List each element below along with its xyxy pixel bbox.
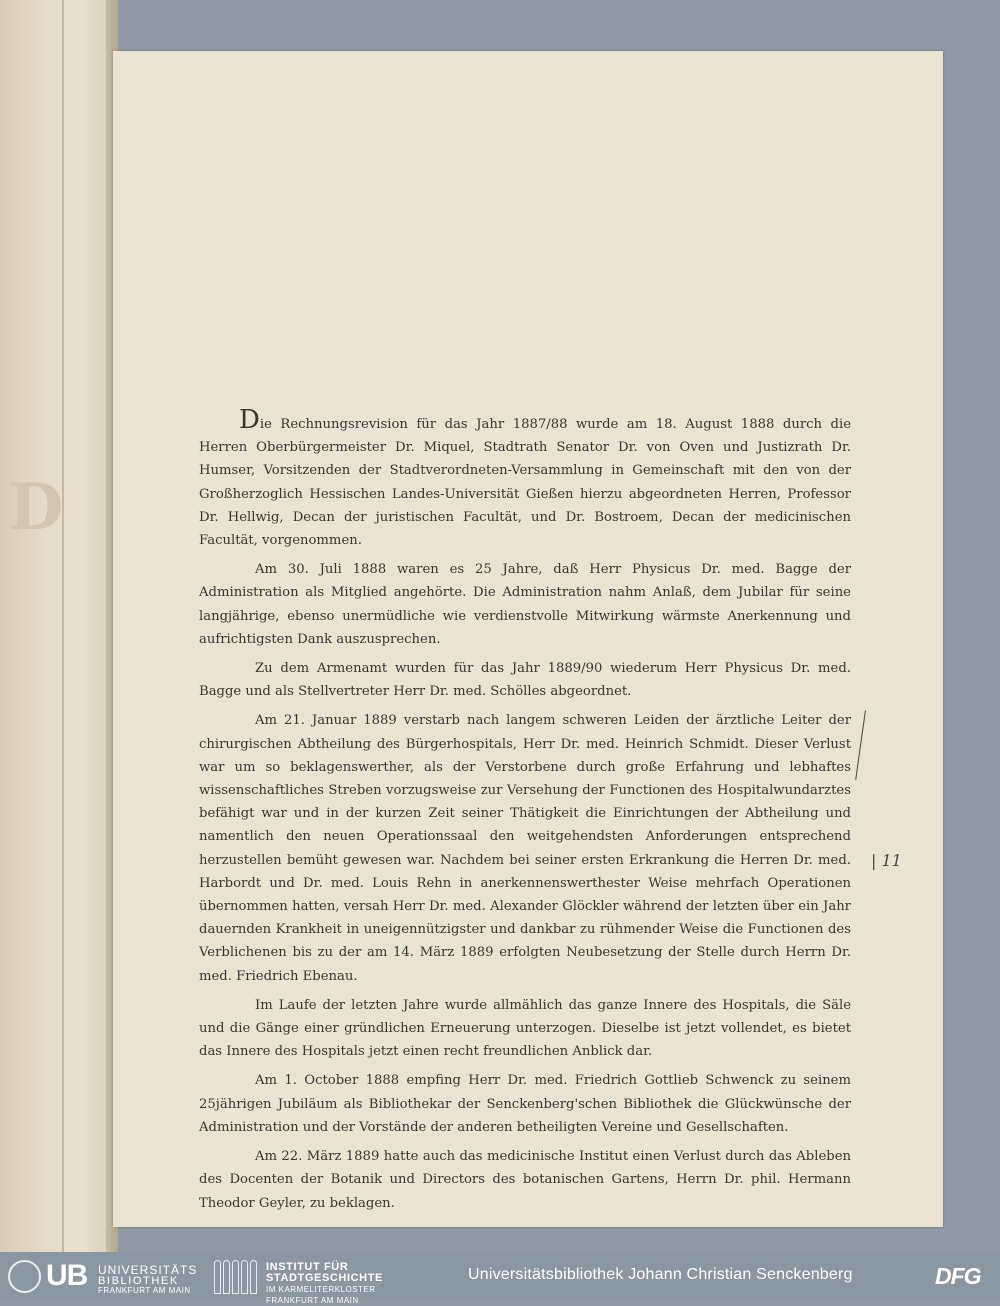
paragraph-text: Am 30. Juli 1888 waren es 25 Jahre, daß Herr Physicus Dr. med. Bagge der Administration als Mitglied angehörte. Die Administration nahm Anlaß, dem Jubilar für seine langjährige, ebenso unermüdliche wie verdienstvolle Mitwirkung wärmste Anerkennung und aufrichtigsten Dank auszusprechen. — [199, 562, 851, 647]
paragraph-text: Am 22. März 1889 hatte auch das medicinische Institut einen Verlust durch das Ableben des Docenten der Botanik und Directors des botanischen Gartens, Herrn Dr. phil. Hermann Theodor Geyler, zu beklagen. — [199, 1149, 851, 1211]
margin-mark — [855, 710, 878, 781]
viewer-footer — [0, 1252, 1000, 1305]
paragraph — [199, 657, 851, 703]
ub-line-2: BIBLIOTHEK — [98, 1274, 179, 1287]
dfg-logo[interactable]: DFG — [935, 1263, 981, 1289]
ub-logo-text — [98, 1265, 197, 1297]
paragraph-text: Am 21. Januar 1889 verstarb nach langem schweren Leiden der ärztliche Leiter der chirurgischen Abtheilung des Bürgerhospitals, Herr Dr. med. Heinrich Schmidt. Dieser Verlust war um so beklagenswerther, als der Verstorbene durch große Erfahrung und lebhaftes wissenschaftliches Streben vorzugsweise zur Versehung der Functionen des Hospitalwundarztes befähigt war und in der kurzen Zeit seiner Thätigkeit die Einrichtungen der Abtheilung und namentlich den neuen Operationssaal den weitgehendsten Anforderungen entsprechend herzustellen bemüht gewesen war. Nachdem bei seiner ersten Erkrankung die Herren Dr. med. Harbordt und Dr. med. Louis Rehn in anerkennenswerthester Weise mehrfach Operationen übernommen hatten, versah Herr Dr. med. Alexander Glöckler während der letzten über ein Jahr dauernden Krankheit in uneigennützigster und dankbar zu rühmender Weise die Functionen des Verblichenen bis zu der am 14. März 1889 erfolgten Neubesetzung der Stelle durch Herrn Dr. med. Friedrich Ebenau. — [199, 713, 851, 984]
body-text — [199, 405, 851, 1221]
ub-line-3: FRANKFURT AM MAIN — [98, 1286, 191, 1295]
bleed-through-letter: D — [8, 470, 64, 545]
adjacent-page-strip — [0, 0, 118, 1252]
paragraph-text: ie Rechnungsrevision für das Jahr 1887/88 wurde am 18. August 1888 durch die Herren Oberbürgermeister Dr. Miquel, Stadtrath Senator Dr. von Oven und Justizrath Dr. Humser, Vorsitzenden der Stadtverordneten-Versammlung in Gemeinschaft mit den von der Großherzoglich Hessischen Landes-Universität Gießen hierzu abgeordneten Herren, Professor Dr. Hellwig, Decan der juristischen Facultät, und Dr. Bostroem, Decan der medicinischen Facultät, vorgenommen. — [199, 417, 851, 549]
paragraph-text: Am 1. October 1888 empfing Herr Dr. med. Friedrich Gottlieb Schwenck zu seinem 25jährigen Jubiläum als Bibliothekar der Senckenberg'schen Bibliothek die Glückwünsche der Administration und der Vorstände der anderen betheiligten Vereine und Gesellschaften. — [199, 1073, 851, 1135]
isg-line-1: INSTITUT FÜR — [266, 1261, 349, 1273]
scanned-page — [113, 51, 943, 1227]
isg-line-2: STADTGESCHICHTE — [266, 1272, 383, 1284]
paragraph — [199, 1145, 851, 1215]
paragraph — [199, 709, 851, 987]
isg-line-4: FRANKFURT AM MAIN — [266, 1296, 359, 1305]
isg-line-3: IM KARMELITERKLOSTER — [266, 1285, 376, 1294]
paragraph-text: Im Laufe der letzten Jahre wurde allmählich das ganze Innere des Hospitals, die Säle und die Gänge einer gründlichen Erneuerung unterzogen. Dieselbe ist jetzt vollendet, es bietet das Innere des Hospitals jetzt einen recht freundlichen Anblick dar. — [199, 997, 851, 1060]
drop-cap: D — [239, 405, 260, 435]
paragraph — [199, 558, 851, 651]
institute-logo-text — [266, 1262, 383, 1306]
ub-line-1: UNIVERSITÄTS — [98, 1263, 198, 1277]
university-seal-icon — [8, 1260, 41, 1293]
page-fold — [62, 0, 64, 1252]
paragraph — [199, 994, 851, 1064]
ub-logo[interactable]: UB — [46, 1259, 88, 1292]
paragraph — [199, 1069, 851, 1139]
paragraph-text: Zu dem Armenamt wurden für das Jahr 1889/90 wiederum Herr Physicus Dr. med. Bagge und als Stellvertreter Herr Dr. med. Schölles abgeordnet. — [199, 661, 851, 700]
margin-note: | 11 — [871, 851, 902, 870]
institute-logo-icon[interactable] — [214, 1260, 258, 1294]
paragraph — [199, 405, 851, 552]
library-title: Universitätsbibliothek Johann Christian Senckenberg — [468, 1266, 853, 1283]
